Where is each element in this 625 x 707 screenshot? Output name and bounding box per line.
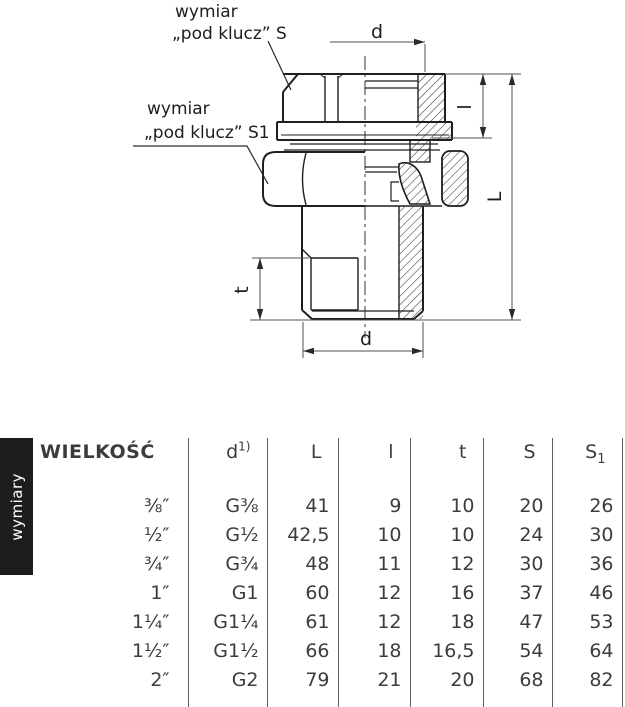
col-header-d: $d^{1)}$: [188, 438, 267, 491]
table-row: [40, 665, 622, 694]
col-header-L: L: [267, 438, 338, 491]
cell-S1: 64: [552, 636, 622, 665]
table-row: [40, 491, 622, 520]
wrench-s1-label-line2: „pod klucz” S1: [144, 123, 270, 143]
cell-l: 10: [338, 520, 410, 549]
wrench-s-label-line2: „pod klucz” S: [172, 24, 287, 44]
table-row: [40, 578, 622, 607]
cell-S: 68: [483, 665, 552, 694]
cell-S1: 46: [552, 578, 622, 607]
cell-t: 18: [410, 607, 483, 636]
cell-size: ¾″: [40, 549, 188, 578]
dim-label-d-bottom: d: [359, 328, 373, 350]
cell-t: 16,5: [410, 636, 483, 665]
col-header-size: WIELKOŚĆ: [40, 438, 188, 491]
cell-d: G1¼: [188, 607, 267, 636]
dimension-arrows: [257, 39, 515, 354]
cell-l: 12: [338, 607, 410, 636]
cell-L: 41: [267, 491, 338, 520]
section-banner-label: wymiary: [7, 472, 26, 541]
cell-size: ⅜″: [40, 491, 188, 520]
cell-size: 1¼″: [40, 607, 188, 636]
cell-L: 61: [267, 607, 338, 636]
cell-d: G¾: [188, 549, 267, 578]
dim-label-d-top: d: [370, 21, 384, 43]
cell-t: 16: [410, 578, 483, 607]
col-header-S: S: [483, 438, 552, 491]
cell-d: G1: [188, 578, 267, 607]
threaded-stub: [302, 206, 423, 319]
cell-t: 12: [410, 549, 483, 578]
col-header-S1: $S_1$: [552, 438, 622, 491]
table-row: [40, 549, 622, 578]
callout-labels: [144, 2, 287, 143]
cell-S: 30: [483, 549, 552, 578]
wrench-s-label-line1: wymiar: [175, 2, 238, 22]
dimensions-table: [40, 438, 622, 707]
cell-size: ½″: [40, 520, 188, 549]
cell-d: G1½: [188, 636, 267, 665]
cell-S: 24: [483, 520, 552, 549]
cell-S1: 36: [552, 549, 622, 578]
cell-t: 10: [410, 491, 483, 520]
cell-d: G½: [188, 520, 267, 549]
table-row: [40, 520, 622, 549]
col-header-t: t: [410, 438, 483, 491]
cell-t: 10: [410, 520, 483, 549]
cell-L: 66: [267, 636, 338, 665]
cell-d: G2: [188, 665, 267, 694]
cell-l: 9: [338, 491, 410, 520]
cell-l: 12: [338, 578, 410, 607]
cell-S: 20: [483, 491, 552, 520]
section-banner: [0, 438, 33, 575]
dim-label-l: l: [454, 104, 476, 110]
wrench-s1-label-line1: wymiar: [147, 99, 210, 119]
cell-L: 60: [267, 578, 338, 607]
cell-S: 54: [483, 636, 552, 665]
cell-l: 18: [338, 636, 410, 665]
table-row: [40, 607, 622, 636]
cell-size: 1½″: [40, 636, 188, 665]
cell-L: 48: [267, 549, 338, 578]
cell-S1: 26: [552, 491, 622, 520]
header-row: [40, 438, 622, 491]
cell-S1: 30: [552, 520, 622, 549]
cell-L: 42,5: [267, 520, 338, 549]
table-row: [40, 636, 622, 665]
cell-t: 20: [410, 665, 483, 694]
cell-d: G⅜: [188, 491, 267, 520]
dim-label-L: L: [484, 191, 506, 203]
cell-l: 11: [338, 549, 410, 578]
cell-size: 1″: [40, 578, 188, 607]
cell-S: 37: [483, 578, 552, 607]
cell-size: 2″: [40, 665, 188, 694]
table-filler-row: [40, 694, 622, 707]
cell-l: 21: [338, 665, 410, 694]
cell-S1: 82: [552, 665, 622, 694]
dim-label-t: t: [231, 286, 253, 294]
cell-L: 79: [267, 665, 338, 694]
cell-S: 47: [483, 607, 552, 636]
cell-S1: 53: [552, 607, 622, 636]
col-header-l: l: [338, 438, 410, 491]
